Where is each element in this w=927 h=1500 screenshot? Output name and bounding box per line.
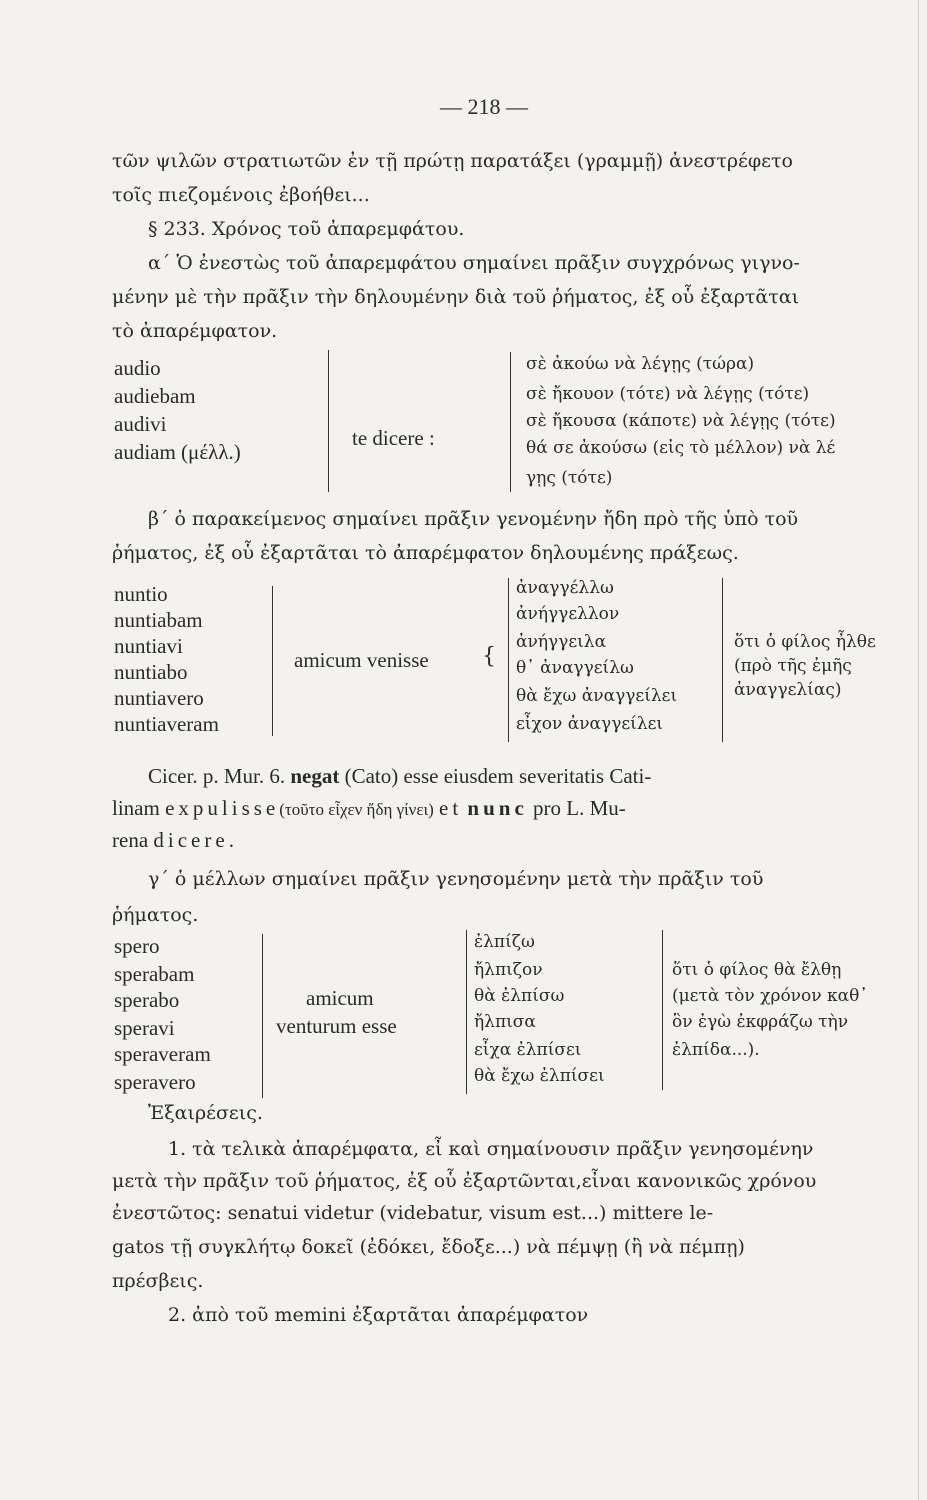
infinitive-phrase: te dicere : (352, 426, 435, 450)
text-line: β΄ ὁ παρακείμενος σημαίνει πρᾶξιν γενομένην ἤδη πρὸ τῆς ὑπὸ τοῦ (148, 508, 799, 530)
brace-symbol: { (482, 644, 496, 669)
greek-translation: θὰ ἔχω ἀναγγείλει (516, 686, 678, 706)
exceptions-heading: Ἐξαιρέσεις. (148, 1102, 263, 1124)
section-heading: § 233. Χρόνος τοῦ ἀπαρεμφάτου. (148, 218, 465, 240)
citation-line (112, 796, 626, 821)
citation-text: rena (112, 828, 149, 852)
citation-word: negat (290, 764, 340, 788)
page-edge (918, 0, 919, 1500)
infinitive-phrase: amicum (306, 986, 374, 1010)
latin-form: nuntiaveram (114, 712, 219, 736)
greek-translation: θὰ ἐλπίσω (474, 986, 565, 1006)
bracket-line (262, 934, 263, 1098)
greek-translation: θ᾿ ἀναγγείλω (516, 658, 634, 678)
bracket-line (662, 930, 663, 1090)
greek-translation: ἀνήγγειλα (516, 632, 607, 652)
latin-form: speravero (114, 1070, 196, 1094)
text-line: τὸ ἀπαρέμφατον. (112, 320, 278, 342)
clause-text: (μετὰ τὸν χρόνον καθ᾿ (672, 986, 868, 1006)
text-line: 1. τὰ τελικὰ ἀπαρέμφατα, εἶ καὶ σημαίνουσιν πρᾶξιν γενησομένην (168, 1138, 814, 1160)
greek-translation: σὲ ἤκουον (τότε) νὰ λέγῃς (τότε) (526, 384, 810, 404)
latin-form: speraveram (114, 1042, 211, 1066)
greek-translation: ἤλπισα (474, 1012, 536, 1032)
citation-spaced-word: et (439, 796, 463, 820)
greek-translation: ἐλπίζω (474, 932, 535, 952)
clause-text: ὅτι ὁ φίλος ἦλθε (734, 632, 876, 652)
text-line: μένην μὲ τὴν πρᾶξιν τὴν δηλουμένην διὰ τοῦ ῥήματος, ἐξ οὗ ἐξαρτᾶται (112, 286, 800, 308)
greek-translation: εἶχα ἐλπίσει (474, 1040, 582, 1060)
infinitive-phrase: venturum esse (276, 1014, 397, 1038)
citation-line (112, 828, 234, 853)
greek-translation: ἀνήγγελλον (516, 604, 620, 624)
text-line: γ΄ ὁ μέλλων σημαίνει πρᾶξιν γενησομένην μετὰ τὴν πρᾶξιν τοῦ (148, 868, 764, 890)
bracket-line (466, 930, 467, 1094)
latin-form: audiebam (114, 384, 196, 408)
latin-form: audivi (114, 412, 167, 436)
citation-spaced-word: expulisse (165, 796, 280, 820)
latin-form: nuntiavero (114, 686, 204, 710)
citation-text: pro L. Mu- (533, 796, 626, 820)
text-line: πρέσβεις. (112, 1270, 204, 1292)
citation-text: linam (112, 796, 160, 820)
bracket-line (508, 578, 509, 742)
bracket-line (510, 352, 511, 492)
citation-text: . (228, 828, 234, 852)
latin-form: nuntiabam (114, 608, 203, 632)
citation-spaced-word: dicere (153, 828, 229, 852)
page-number: — 218 — (440, 94, 528, 119)
citation-source: Cicer. p. Mur. 6. (148, 764, 286, 788)
clause-text: ὅτι ὁ φίλος θὰ ἔλθῃ (672, 960, 842, 980)
clause-text: ὃν ἐγὼ ἐκφράζω τὴν (672, 1012, 849, 1032)
citation-spaced-word: nunc (467, 796, 528, 820)
citation-gloss: (τοῦτο εἶχεν ἤδη γίνει) (279, 800, 434, 819)
greek-translation: εἶχον ἀναγγείλει (516, 714, 664, 734)
latin-form: nuntio (114, 582, 168, 606)
greek-translation: σὲ ἤκουσα (κάποτε) νὰ λέγῃς (τότε) (526, 411, 836, 431)
bracket-line (272, 586, 273, 736)
text-line: α΄ Ὁ ἐνεστὼς τοῦ ἀπαρεμφάτου σημαίνει πρᾶξιν συγχρόνως γιγνο- (148, 252, 800, 274)
latin-form: audio (114, 356, 161, 380)
text-line: ῥήματος. (112, 904, 199, 926)
greek-translation: ἤλπιζον (474, 960, 543, 980)
citation-text: (Cato) esse eiusdem severitatis Cati- (344, 764, 652, 788)
text-line: gatos τῇ συγκλήτῳ δοκεῖ (ἐδόκει, ἔδοξε...) νὰ πέμψῃ (ἢ νὰ πέμπῃ) (112, 1236, 745, 1258)
bracket-line (722, 578, 723, 742)
clause-text: ἀναγγελίας) (734, 680, 842, 700)
clause-text: (πρὸ τῆς ἐμῆς (734, 656, 852, 676)
infinitive-phrase: amicum venisse (294, 648, 429, 672)
clause-text: ἐλπίδα...). (672, 1040, 760, 1060)
greek-translation: θὰ ἔχω ἐλπίσει (474, 1066, 605, 1086)
bracket-line (328, 350, 329, 492)
greek-translation: θά σε ἀκούσω (εἰς τὸ μέλλον) νὰ λέ (526, 438, 836, 458)
latin-form: audiam (μέλλ.) (114, 440, 241, 464)
latin-form: nuntiabo (114, 660, 188, 684)
latin-form: sperabo (114, 988, 180, 1012)
greek-translation: ἀναγγέλλω (516, 578, 614, 598)
latin-form: sperabam (114, 962, 195, 986)
latin-form: spero (114, 934, 160, 958)
greek-translation: γῃς (τότε) (526, 468, 613, 488)
text-line: τοῖς πιεζομένοις ἐβοήθει... (112, 184, 370, 206)
latin-form: speravi (114, 1016, 175, 1040)
greek-translation: σὲ ἀκούω νὰ λέγῃς (τώρα) (526, 354, 755, 374)
citation-line (148, 764, 651, 789)
text-line: ῥήματος, ἐξ οὗ ἐξαρτᾶται τὸ ἀπαρέμφατον δηλουμένης πράξεως. (112, 542, 739, 564)
latin-form: nuntiavi (114, 634, 183, 658)
text-line: μετὰ τὴν πρᾶξιν τοῦ ῥήματος, ἐξ οὗ ἐξαρτῶνται,εἶναι κανονικῶς χρόνου (112, 1170, 817, 1192)
text-line: 2. ἀπὸ τοῦ memini ἐξαρτᾶται ἀπαρέμφατον (168, 1304, 589, 1326)
text-line: ἐνεστῶτος: senatui videtur (videbatur, visum est...) mittere le- (112, 1202, 714, 1224)
text-line: τῶν ψιλῶν στρατιωτῶν ἐν τῇ πρώτῃ παρατάξει (γραμμῇ) ἀνεστρέφετο (112, 150, 793, 172)
